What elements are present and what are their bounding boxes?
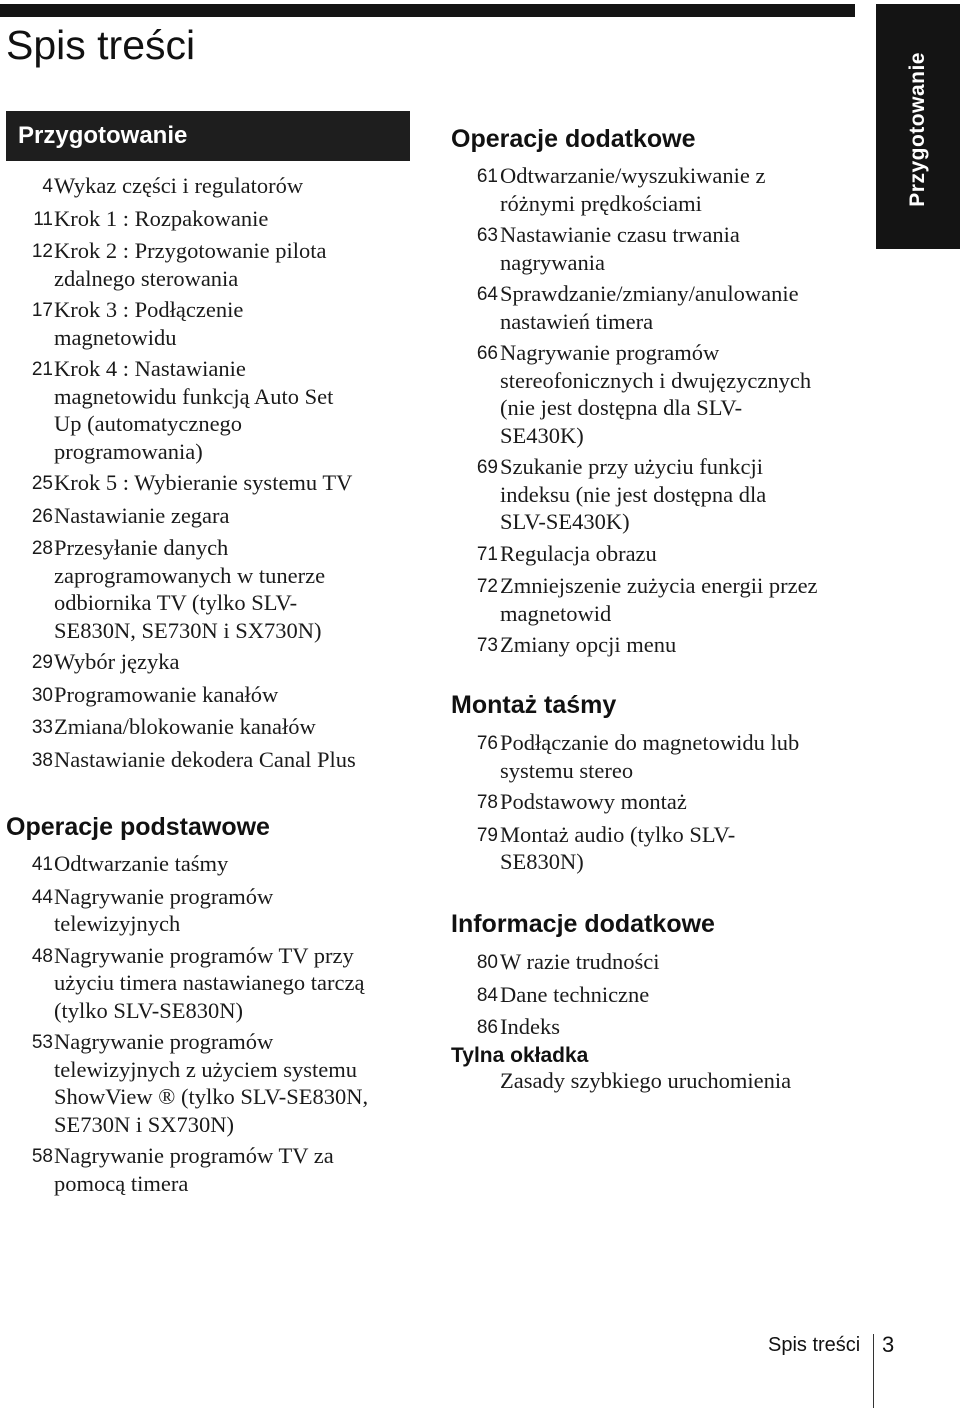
toc-entry bbox=[451, 948, 660, 977]
toc-page-number: 29 bbox=[31, 652, 53, 673]
toc-page-number: 72 bbox=[476, 576, 498, 597]
toc-entry bbox=[6, 172, 308, 201]
toc-page-number: 48 bbox=[31, 945, 53, 967]
toc-entry-title: Odtwarzanie/wyszukiwanie z różnymi prędkościami bbox=[500, 163, 766, 216]
toc-entry bbox=[6, 681, 308, 710]
toc-entry-title: Nagrywanie programów stereofonicznych i dwujęzycznych (nie jest dostępna dla SLV- SE430K) bbox=[500, 340, 812, 448]
toc-page-number: 80 bbox=[476, 952, 498, 973]
section-heading-podstawowe: Operacje podstawowe bbox=[6, 813, 270, 841]
toc-entry bbox=[6, 296, 308, 351]
top-rule bbox=[0, 4, 855, 17]
toc-entry-title: Wykaz części i regulatorów bbox=[54, 173, 304, 198]
toc-page-number: 26 bbox=[31, 505, 53, 527]
toc-entry-title: Krok 3 : Podłączenie magnetowidu bbox=[54, 297, 244, 350]
toc-page-number: 44 bbox=[31, 886, 53, 908]
toc-entry-title: Zmiany opcji menu bbox=[500, 632, 677, 657]
toc-page-number: 33 bbox=[31, 717, 53, 738]
toc-page-number: 53 bbox=[31, 1032, 53, 1053]
toc-entry bbox=[451, 280, 799, 335]
toc-entry-title: Montaż audio (tylko SLV- SE830N) bbox=[500, 821, 736, 874]
toc-entry-title: Przesyłanie danych zaprogramowanych w tunerze odbiornika TV (tylko SLV- SE830N, SE730N i SX730N) bbox=[54, 535, 326, 643]
toc-entry bbox=[451, 572, 818, 627]
side-tab-label: Przygotowanie bbox=[906, 52, 929, 207]
toc-list-przygotowanie bbox=[6, 172, 356, 778]
toc-entry bbox=[6, 469, 353, 498]
toc-page-number: 84 bbox=[476, 984, 498, 1006]
toc-entry bbox=[6, 355, 334, 465]
toc-entry bbox=[6, 648, 308, 677]
page-number: 3 bbox=[882, 1332, 895, 1357]
toc-entry bbox=[6, 534, 326, 644]
toc-page-number: 66 bbox=[476, 343, 498, 364]
toc-list-montaz bbox=[451, 729, 800, 880]
footer-rule bbox=[873, 1334, 874, 1408]
toc-page-number: 12 bbox=[31, 241, 53, 262]
toc-entry bbox=[6, 502, 308, 531]
toc-page-number: 63 bbox=[476, 225, 498, 246]
toc-entry bbox=[451, 981, 650, 1010]
toc-entry bbox=[451, 453, 769, 536]
toc-entry bbox=[451, 162, 769, 217]
toc-entry-title: Indeks bbox=[500, 1014, 560, 1039]
toc-entry bbox=[451, 540, 769, 569]
section-heading-dodatkowe: Operacje dodatkowe bbox=[451, 125, 696, 153]
toc-list-dodatkowe bbox=[451, 162, 818, 664]
toc-entry-title: Nastawianie czasu trwania nagrywania bbox=[500, 222, 740, 275]
toc-entry bbox=[6, 1142, 334, 1197]
toc-page-number: 86 bbox=[476, 1017, 498, 1038]
page-title: Spis treści bbox=[6, 22, 196, 68]
toc-entry bbox=[451, 339, 812, 449]
toc-page-number: 30 bbox=[31, 684, 53, 706]
toc-entry bbox=[6, 746, 356, 775]
toc-entry bbox=[451, 788, 750, 817]
toc-entry-title: Regulacja obrazu bbox=[500, 540, 657, 566]
footer-label: Spis treści bbox=[768, 1334, 861, 1356]
toc-entry-title: Szukanie przy użyciu funkcji indeksu (nie jest dostępna dla SLV-SE430K) bbox=[500, 454, 767, 534]
toc-entry-title: Zmiana/blokowanie kanałów bbox=[54, 714, 316, 739]
toc-page-number: 76 bbox=[476, 733, 498, 754]
toc-page-number: 78 bbox=[476, 792, 498, 813]
toc-entry-title: Podłączanie do magnetowidu lub systemu stereo bbox=[500, 730, 800, 783]
toc-entry bbox=[6, 850, 320, 879]
toc-entry-title: Podstawowy montaż bbox=[500, 789, 687, 814]
toc-entry-title: Programowanie kanałów bbox=[54, 681, 279, 707]
toc-entry bbox=[451, 821, 750, 876]
toc-page-number: 58 bbox=[31, 1146, 53, 1167]
section-heading-przygotowanie: Przygotowanie bbox=[6, 111, 410, 161]
toc-entry-title: Wybór języka bbox=[54, 649, 180, 674]
toc-entry-title: Krok 5 : Wybieranie systemu TV bbox=[54, 470, 353, 495]
toc-entry-title: Nagrywanie programów telewizyjnych z użyciem systemu ShowView ® (tylko SLV-SE830N, SE730N i SX730N) bbox=[54, 1029, 369, 1137]
toc-page-number: 69 bbox=[476, 457, 498, 478]
toc-list-podstawowe bbox=[6, 850, 369, 1201]
toc-page-number: 71 bbox=[476, 543, 498, 565]
toc-page-number: 17 bbox=[31, 300, 53, 321]
toc-entry-title: Nagrywanie programów TV przy użyciu timera nastawianego tarczą (tylko SLV-SE830N) bbox=[54, 942, 365, 1023]
toc-entry bbox=[451, 729, 800, 784]
toc-page-number: 64 bbox=[476, 284, 498, 305]
toc-entry bbox=[6, 237, 327, 292]
toc-entry bbox=[6, 205, 308, 234]
toc-page-number: 21 bbox=[31, 359, 53, 380]
toc-page-number: 25 bbox=[31, 473, 53, 494]
back-cover-text: Zasady szybkiego uruchomienia bbox=[500, 1068, 792, 1093]
toc-entry-title: Sprawdzanie/zmiany/anulowanie nastawień timera bbox=[500, 281, 799, 334]
toc-page-number: 61 bbox=[476, 166, 498, 187]
toc-entry bbox=[6, 1028, 369, 1138]
toc-entry-title: W razie trudności bbox=[500, 949, 660, 974]
section-heading-montaz: Montaż taśmy bbox=[451, 691, 617, 719]
toc-entry-title: Zmniejszenie zużycia energii przez magnetowid bbox=[500, 573, 818, 626]
toc-entry bbox=[6, 942, 365, 1025]
section-heading-okladka: Tylna okładka bbox=[451, 1044, 589, 1067]
toc-entry-title: Nastawianie dekodera Canal Plus bbox=[54, 746, 356, 772]
toc-entry-title: Odtwarzanie taśmy bbox=[54, 851, 229, 876]
toc-entry-title: Krok 4 : Nastawianie magnetowidu funkcją Auto Set Up (automatycznego programowania) bbox=[54, 356, 334, 464]
toc-entry bbox=[451, 1013, 611, 1042]
toc-page-number: 4 bbox=[42, 176, 53, 197]
toc-entry-title: Nagrywanie programów TV za pomocą timera bbox=[54, 1143, 334, 1196]
toc-entry-title: Nastawianie zegara bbox=[54, 502, 230, 528]
toc-page-number: 11 bbox=[33, 208, 53, 230]
toc-page-number: 38 bbox=[31, 749, 53, 771]
toc-entry-title: Krok 2 : Przygotowanie pilota zdalnego sterowania bbox=[54, 238, 327, 291]
toc-entry bbox=[6, 713, 316, 742]
toc-list-informacje bbox=[451, 948, 660, 1046]
toc-page-number: 79 bbox=[476, 824, 498, 846]
toc-entry bbox=[6, 883, 320, 938]
section-heading-informacje: Informacje dodatkowe bbox=[451, 910, 715, 938]
toc-entry-title: Dane techniczne bbox=[500, 981, 650, 1007]
toc-page-number: 41 bbox=[31, 854, 53, 875]
toc-entry bbox=[451, 631, 769, 660]
toc-page-number: 28 bbox=[31, 538, 53, 559]
toc-entry-title: Nagrywanie programów telewizyjnych bbox=[54, 883, 274, 936]
toc-page-number: 73 bbox=[476, 635, 498, 656]
toc-entry bbox=[451, 221, 769, 276]
side-tab bbox=[876, 4, 960, 249]
toc-entry-title: Krok 1 : Rozpakowanie bbox=[54, 205, 269, 231]
